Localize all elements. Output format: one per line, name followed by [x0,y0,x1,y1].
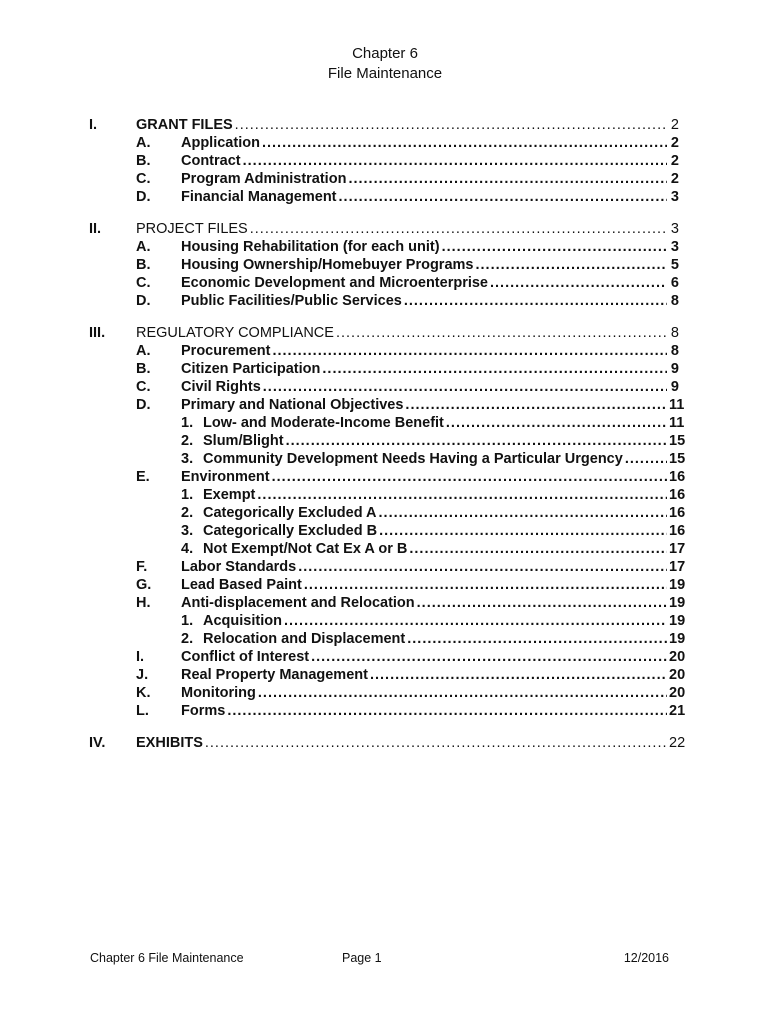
toc-entry[interactable] [0,576,770,594]
toc-dot-leader [339,188,667,206]
chapter-title: Chapter 6 [352,45,418,62]
toc-entry-title: Financial Management [181,189,337,205]
toc-entry-page: 2 [670,171,679,187]
toc-entry-title: Categorically Excluded B [203,523,378,539]
toc-entry-line [181,702,686,720]
toc-entry-title: Not Exempt/Not Cat Ex A or B [203,541,408,557]
toc-dot-leader [625,450,667,468]
toc-entry-number: G. [136,577,152,593]
toc-entry-number: B. [136,361,151,377]
section-spacer [0,206,770,220]
toc-entry-number: 2. [181,433,194,449]
toc-dot-leader [442,238,667,256]
toc-entry-line [136,734,686,752]
toc-dot-leader [379,504,667,522]
toc-entry-line [203,612,686,630]
toc-entry-line [181,292,679,310]
document-header [0,44,770,84]
toc-dot-leader [370,666,667,684]
toc-dot-leader [243,152,667,170]
toc-entry[interactable] [0,116,770,134]
toc-entry-page: 19 [669,613,686,629]
toc-dot-leader [336,324,667,342]
toc-entry[interactable] [0,396,770,414]
toc-entry-number: 1. [181,613,194,629]
toc-entry-title: Lead Based Paint [181,577,302,593]
toc-entry-page: 2 [670,153,679,169]
toc-entry-title: Labor Standards [181,559,297,575]
toc-dot-leader [304,576,667,594]
toc-entry[interactable] [0,292,770,310]
toc-entry-line [203,630,686,648]
toc-entry-number: C. [136,379,151,395]
toc-entry-title: Low- and Moderate-Income Benefit [203,415,444,431]
toc-entry-title: Conflict of Interest [181,649,310,665]
toc-entry-line [181,360,679,378]
toc-entry-line [136,220,679,238]
toc-dot-leader [379,522,667,540]
toc-entry-page: 22 [669,735,686,751]
toc-dot-leader [263,378,667,396]
toc-entry-title: Forms [181,703,226,719]
toc-dot-leader [311,648,667,666]
toc-entry-number: 2. [181,631,194,647]
page-footer [0,951,770,969]
toc-entry-title: GRANT FILES [136,117,233,133]
toc-entry-page: 17 [669,541,686,557]
toc-entry-number: J. [136,667,149,683]
toc-entry-line [203,504,686,522]
toc-entry-number: H. [136,595,151,611]
toc-entry-line [181,342,679,360]
toc-entry[interactable] [0,360,770,378]
toc-entry-title: Slum/Blight [203,433,284,449]
toc-entry[interactable] [0,324,770,342]
toc-entry-page: 8 [670,325,679,341]
toc-entry[interactable] [0,450,770,468]
toc-entry-title: Application [181,135,260,151]
toc-entry-number: B. [136,153,151,169]
table-of-contents [0,116,770,752]
toc-entry-page: 20 [669,685,686,701]
toc-entry-page: 5 [670,257,679,273]
toc-dot-leader [250,220,667,238]
toc-entry-line [181,256,679,274]
toc-dot-leader [322,360,667,378]
toc-dot-leader [298,558,667,576]
toc-entry-title: Primary and National Objectives [181,397,404,413]
toc-entry-number: IV. [89,735,106,751]
toc-entry[interactable] [0,432,770,450]
toc-entry-page: 19 [669,631,686,647]
footer-page-number: Page 1 [342,951,382,965]
chapter-subtitle: File Maintenance [327,65,443,82]
toc-entry[interactable] [0,558,770,576]
toc-entry-title: Housing Rehabilitation (for each unit) [181,239,440,255]
toc-entry-page: 3 [670,189,679,205]
toc-entry-number: A. [136,343,151,359]
toc-entry-page: 15 [669,451,686,467]
toc-dot-leader [272,468,667,486]
toc-entry-page: 17 [669,559,686,575]
toc-entry-line [181,274,679,292]
toc-entry[interactable] [0,342,770,360]
toc-entry[interactable] [0,504,770,522]
toc-entry-line [181,576,686,594]
toc-entry-title: Public Facilities/Public Services [181,293,402,309]
toc-entry-title: Program Administration [181,171,347,187]
toc-dot-leader [284,612,667,630]
toc-entry-number: C. [136,275,151,291]
toc-entry-page: 20 [669,667,686,683]
footer-chapter-name: Chapter 6 File Maintenance [90,951,244,965]
toc-entry[interactable] [0,522,770,540]
toc-entry-line [203,522,686,540]
toc-entry-number: III. [89,325,106,341]
toc-entry-line [181,648,686,666]
toc-entry-line [136,116,679,134]
toc-entry-title: Environment [181,469,270,485]
toc-dot-leader [262,134,667,152]
toc-entry-number: K. [136,685,151,701]
toc-entry[interactable] [0,734,770,752]
toc-entry[interactable] [0,378,770,396]
toc-entry-title: Anti-displacement and Relocation [181,595,415,611]
toc-entry-page: 19 [669,577,686,593]
toc-entry-number: I. [89,117,98,133]
toc-entry-title: Citizen Participation [181,361,321,377]
toc-entry-line [181,684,686,702]
toc-entry-title: PROJECT FILES [136,221,248,237]
toc-entry[interactable] [0,648,770,666]
toc-entry-number: D. [136,189,151,205]
footer-date: 12/2016 [623,951,669,965]
toc-entry[interactable] [0,540,770,558]
toc-entry-page: 2 [670,117,679,133]
toc-dot-leader [475,256,667,274]
toc-entry-title: Contract [181,153,241,169]
toc-dot-leader [227,702,667,720]
toc-entry-line [203,414,685,432]
toc-entry-title: Civil Rights [181,379,261,395]
toc-dot-leader [257,486,667,504]
toc-entry[interactable] [0,486,770,504]
toc-entry[interactable] [0,414,770,432]
toc-entry-page: 3 [670,239,679,255]
toc-entry-title: EXHIBITS [136,735,203,751]
toc-dot-leader [405,396,667,414]
toc-dot-leader [407,630,667,648]
toc-entry-line [181,152,679,170]
toc-entry-title: Monitoring [181,685,256,701]
toc-entry-number: I. [136,649,145,665]
toc-entry-page: 15 [669,433,686,449]
toc-entry-title: Economic Development and Microenterprise [181,275,488,291]
toc-dot-leader [205,734,667,752]
toc-entry-line [203,432,686,450]
toc-entry[interactable] [0,594,770,612]
toc-entry-page: 20 [669,649,686,665]
toc-entry-line [181,558,686,576]
toc-entry-number: D. [136,397,151,413]
toc-entry[interactable] [0,134,770,152]
toc-dot-leader [286,432,667,450]
toc-entry-line [181,594,686,612]
toc-entry-number: A. [136,135,151,151]
toc-entry-line [203,540,686,558]
toc-dot-leader [235,116,667,134]
toc-entry[interactable] [0,188,770,206]
toc-dot-leader [490,274,667,292]
toc-dot-leader [258,684,667,702]
section-spacer [0,310,770,324]
toc-entry-line [203,450,686,468]
toc-entry[interactable] [0,152,770,170]
toc-entry-line [203,486,686,504]
toc-entry[interactable] [0,666,770,684]
toc-dot-leader [272,342,667,360]
toc-entry-number: 1. [181,415,194,431]
toc-entry-title: Acquisition [203,613,282,629]
toc-dot-leader [409,540,667,558]
toc-dot-leader [417,594,667,612]
toc-entry-line [181,134,679,152]
toc-entry-number: 1. [181,487,194,503]
toc-entry-page: 19 [669,595,686,611]
toc-entry-page: 16 [669,469,686,485]
toc-entry[interactable] [0,612,770,630]
toc-entry-line [181,188,679,206]
toc-entry[interactable] [0,256,770,274]
toc-entry-title: Categorically Excluded A [203,505,377,521]
toc-entry-page: 8 [670,343,679,359]
toc-entry[interactable] [0,274,770,292]
toc-entry-title: REGULATORY COMPLIANCE [136,325,334,341]
toc-entry-line [181,378,679,396]
toc-entry-title: Real Property Management [181,667,368,683]
toc-entry-number: 2. [181,505,194,521]
toc-entry-line [181,170,679,188]
toc-entry-title: Community Development Needs Having a Particular Urgency [203,451,623,467]
toc-entry-number: F. [136,559,148,575]
toc-entry-page: 3 [670,221,679,237]
toc-dot-leader [446,414,667,432]
section-spacer [0,720,770,734]
toc-entry-page: 9 [670,361,679,377]
toc-entry[interactable] [0,684,770,702]
toc-entry-number: D. [136,293,151,309]
toc-entry[interactable] [0,630,770,648]
toc-entry-number: 3. [181,451,194,467]
toc-entry-line [181,238,679,256]
toc-entry-page: 6 [670,275,679,291]
toc-entry-page: 11 [669,397,685,413]
toc-entry-number: II. [89,221,102,237]
toc-dot-leader [348,170,667,188]
toc-entry-title: Exempt [203,487,256,503]
toc-entry-page: 9 [670,379,679,395]
toc-entry[interactable] [0,702,770,720]
toc-dot-leader [404,292,667,310]
toc-entry-line [136,324,679,342]
toc-entry-page: 8 [670,293,679,309]
toc-entry-page: 11 [669,415,685,431]
toc-entry[interactable] [0,468,770,486]
toc-entry-number: E. [136,469,150,485]
toc-entry-page: 21 [669,703,686,719]
toc-entry[interactable] [0,170,770,188]
toc-entry-page: 16 [669,487,686,503]
toc-entry-title: Relocation and Displacement [203,631,406,647]
toc-entry-number: L. [136,703,149,719]
toc-entry-page: 16 [669,523,686,539]
toc-entry-page: 2 [670,135,679,151]
toc-entry-line [181,666,686,684]
toc-entry-title: Housing Ownership/Homebuyer Programs [181,257,474,273]
toc-entry[interactable] [0,238,770,256]
toc-entry-line [181,396,685,414]
toc-entry-number: A. [136,239,151,255]
toc-entry-number: 3. [181,523,194,539]
toc-entry-page: 16 [669,505,686,521]
toc-entry-title: Procurement [181,343,271,359]
toc-entry-line [181,468,686,486]
toc-entry[interactable] [0,220,770,238]
toc-entry-number: B. [136,257,151,273]
toc-entry-number: 4. [181,541,194,557]
toc-entry-number: C. [136,171,151,187]
